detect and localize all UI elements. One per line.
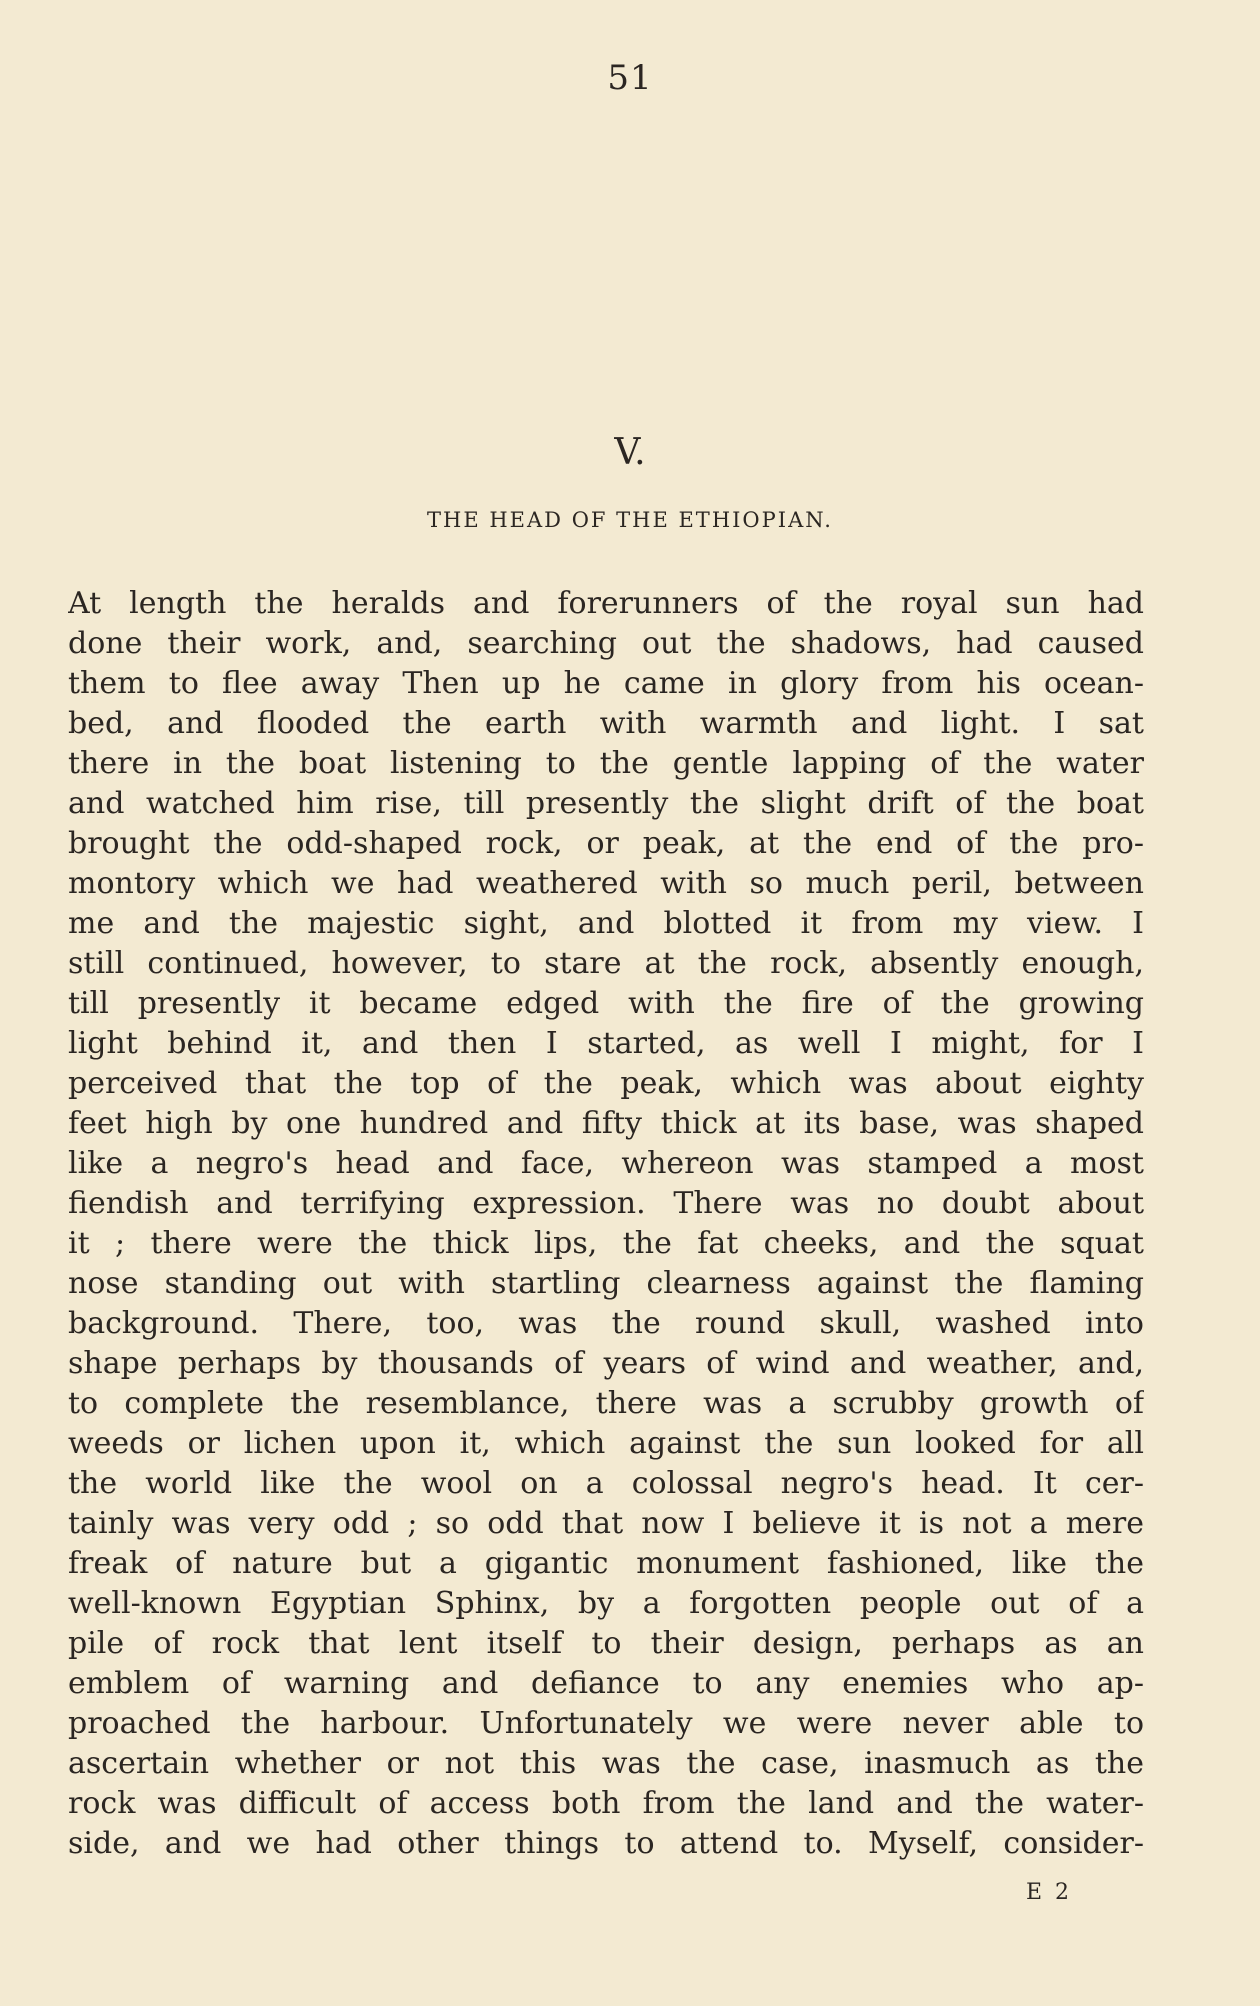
text-line: like a negro's head and face, whereon was stamped a most	[68, 1146, 1144, 1181]
text-line: side, and we had other things to attend to. Myself, consider-	[68, 1826, 1144, 1861]
text-line: it ; there were the thick lips, the fat cheeks, and the squat	[68, 1226, 1144, 1261]
text-line: feet high by one hundred and fifty thick at its base, was shaped	[68, 1106, 1144, 1141]
body-text	[68, 584, 1144, 1864]
chapter-title: THE HEAD OF THE ETHIOPIAN.	[427, 508, 833, 532]
text-line: brought the odd-shaped rock, or peak, at the end of the pro-	[68, 826, 1144, 861]
text-line: freak of nature but a gigantic monument fashioned, like the	[68, 1546, 1144, 1581]
chapter-number: V.	[614, 432, 646, 473]
text-line: there in the boat listening to the gentle lapping of the water	[68, 746, 1144, 781]
text-line: and watched him rise, till presently the slight drift of the boat	[68, 786, 1144, 821]
text-line: At length the heralds and forerunners of the royal sun had	[68, 586, 1144, 621]
signature-mark: E 2	[1026, 1880, 1073, 1905]
text-line: background. There, too, was the round skull, washed into	[68, 1306, 1144, 1341]
text-line: the world like the wool on a colossal negro's head. It cer-	[68, 1466, 1144, 1501]
text-line: well-known Egyptian Sphinx, by a forgotten people out of a	[68, 1586, 1144, 1621]
text-line: me and the majestic sight, and blotted it from my view. I	[68, 906, 1144, 941]
text-line: pile of rock that lent itself to their design, perhaps as an	[68, 1626, 1144, 1661]
text-line: montory which we had weathered with so much peril, between	[68, 866, 1144, 901]
text-line: emblem of warning and defiance to any enemies who ap-	[68, 1666, 1144, 1701]
text-line: ascertain whether or not this was the case, inasmuch as the	[68, 1746, 1144, 1781]
text-line: proached the harbour. Unfortunately we were never able to	[68, 1706, 1144, 1741]
text-line: them to flee away Then up he came in glory from his ocean-	[68, 666, 1144, 701]
text-line: to complete the resemblance, there was a scrubby growth of	[68, 1386, 1144, 1421]
text-line: done their work, and, searching out the shadows, had caused	[68, 626, 1144, 661]
text-line: bed, and flooded the earth with warmth and light. I sat	[68, 706, 1144, 741]
text-line: tainly was very odd ; so odd that now I believe it is not a mere	[68, 1506, 1144, 1541]
text-line: still continued, however, to stare at the rock, absently enough,	[68, 946, 1144, 981]
text-line: weeds or lichen upon it, which against the sun looked for all	[68, 1426, 1144, 1461]
page-number: 51	[607, 58, 653, 98]
text-line: light behind it, and then I started, as well I might, for I	[68, 1026, 1144, 1061]
text-line: shape perhaps by thousands of years of wind and weather, and,	[68, 1346, 1144, 1381]
text-line: nose standing out with startling clearness against the flaming	[68, 1266, 1144, 1301]
text-line: perceived that the top of the peak, which was about eighty	[68, 1066, 1144, 1101]
text-line: fiendish and terrifying expression. There was no doubt about	[68, 1186, 1144, 1221]
text-line: rock was difficult of access both from the land and the water-	[68, 1786, 1144, 1821]
text-line: till presently it became edged with the fire of the growing	[68, 986, 1144, 1021]
